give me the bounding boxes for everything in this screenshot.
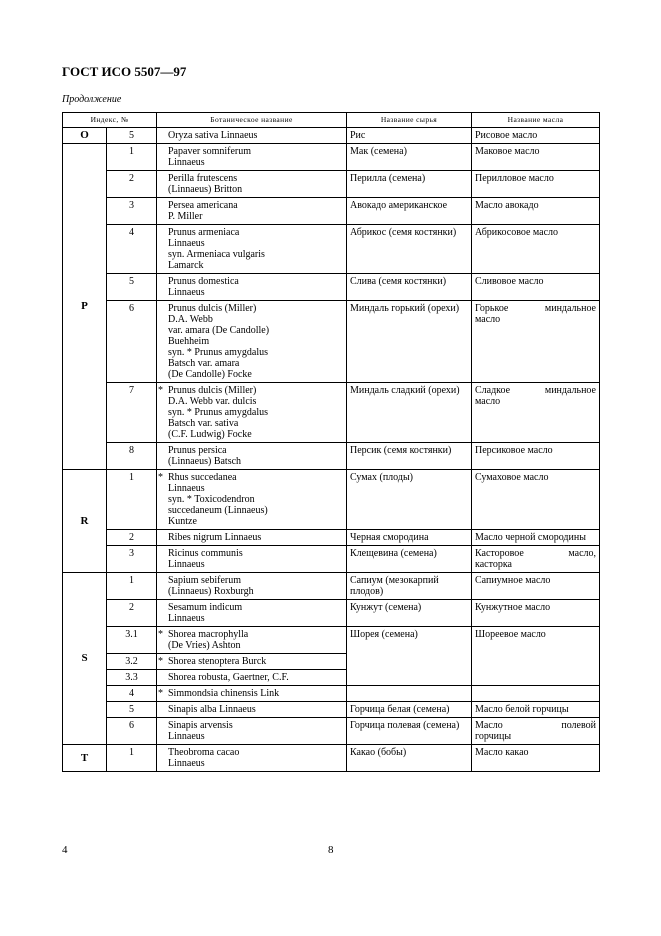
botanical-line: [161, 211, 343, 222]
botanical-line: [161, 336, 343, 347]
oil-line: масло: [475, 314, 501, 325]
botanical-text: Linnaeus: [168, 238, 205, 249]
botanical-text: var. amara (De Candolle): [168, 325, 270, 336]
index-number: 6: [107, 718, 157, 745]
table-row: [63, 443, 600, 470]
footnote-star: *: [158, 385, 163, 396]
botanical-line: [161, 130, 343, 141]
botanical-name: [157, 128, 347, 144]
table-row: [63, 546, 600, 573]
raw-material: [347, 686, 472, 702]
oil-name: Сапиумное масло: [472, 573, 600, 600]
raw-material: Клещевина (семена): [347, 546, 472, 573]
oil-line: горчицы: [475, 731, 512, 742]
table-row: [63, 171, 600, 198]
table-row: [63, 600, 600, 627]
botanical-text: (Linnaeus) Batsch: [168, 456, 242, 467]
raw-material: Горчица полевая (семена): [347, 718, 472, 745]
botanical-line: [161, 358, 343, 369]
botanical-text: Ribes nigrum Linnaeus: [168, 532, 262, 543]
botanical-line: [161, 505, 343, 516]
botanical-text: Shorea stenoptera Burck: [168, 656, 267, 667]
table-row: [63, 573, 600, 600]
index-number: 1: [107, 573, 157, 600]
botanical-text: (C.F. Ludwig) Focke: [168, 429, 252, 440]
raw-material: Черная смородина: [347, 530, 472, 546]
botanical-line: [161, 758, 343, 769]
botanical-line: [161, 249, 343, 260]
botanical-name: [157, 198, 347, 225]
botanical-line: [158, 472, 343, 483]
botanical-line: [161, 494, 343, 505]
botanical-text: Prunus armeniaca: [168, 227, 240, 238]
botanical-text: Persea americana: [168, 200, 238, 211]
table-header-row: [63, 113, 600, 128]
oil-line: Масло полевой: [475, 720, 596, 731]
table-row: [63, 383, 600, 443]
botanical-name: [157, 686, 347, 702]
oil-table: [62, 112, 600, 772]
raw-material: Мак (семена): [347, 144, 472, 171]
header-index: Индекс, №: [63, 113, 157, 128]
botanical-line: [161, 314, 343, 325]
botanical-line: [161, 602, 343, 613]
oil-line: Сладкое миндальное: [475, 385, 596, 396]
botanical-text: Sinapis alba Linnaeus: [168, 704, 256, 715]
botanical-text: Buehheim: [168, 336, 210, 347]
table-row: [63, 718, 600, 745]
footnote-star: *: [158, 629, 163, 640]
table-row: [63, 128, 600, 144]
raw-material: Кунжут (семена): [347, 600, 472, 627]
botanical-name: [157, 530, 347, 546]
botanical-line: [161, 575, 343, 586]
raw-material: Перилла (семена): [347, 171, 472, 198]
oil-line: масло: [475, 396, 501, 407]
table-row: [63, 225, 600, 274]
oil-name: [472, 718, 600, 745]
index-letter: R: [63, 470, 107, 573]
botanical-text: Linnaeus: [168, 559, 205, 570]
botanical-text: Prunus dulcis (Miller): [168, 303, 257, 314]
page-number-center: 8: [328, 844, 334, 856]
botanical-line: [161, 516, 343, 527]
table-row: [63, 144, 600, 171]
table-row: [63, 745, 600, 772]
botanical-text: Linnaeus: [168, 483, 205, 494]
botanical-name: [157, 301, 347, 383]
index-number: 2: [107, 600, 157, 627]
botanical-text: Linnaeus: [168, 157, 205, 168]
botanical-text: (Linnaeus) Britton: [168, 184, 243, 195]
raw-material: Шорея (семена): [347, 627, 472, 686]
botanical-line: [161, 483, 343, 494]
oil-name: Перилловое масло: [472, 171, 600, 198]
botanical-line: [161, 640, 343, 651]
botanical-line: [161, 445, 343, 456]
botanical-line: [161, 532, 343, 543]
botanical-line: [161, 613, 343, 624]
raw-material: Сумах (плоды): [347, 470, 472, 530]
oil-name: Персиковое масло: [472, 443, 600, 470]
continuation-label: Продолжение: [62, 94, 122, 105]
raw-material: Миндаль сладкий (орехи): [347, 383, 472, 443]
index-letter: P: [63, 144, 107, 470]
oil-name: [472, 546, 600, 573]
botanical-name: [157, 546, 347, 573]
botanical-text: Shorea robusta, Gaertner, C.F.: [168, 672, 289, 683]
index-letter: S: [63, 573, 107, 745]
index-number: 3: [107, 198, 157, 225]
botanical-line: [161, 276, 343, 287]
oil-name: Сумаховое масло: [472, 470, 600, 530]
botanical-line: [161, 200, 343, 211]
table-body: [63, 128, 600, 772]
botanical-text: Prunus persica: [168, 445, 227, 456]
botanical-name: [157, 443, 347, 470]
botanical-line: [161, 303, 343, 314]
botanical-name: [157, 600, 347, 627]
index-number: 3.3: [107, 670, 157, 686]
botanical-text: Theobroma cacao: [168, 747, 240, 758]
botanical-text: Sapium sebiferum: [168, 575, 242, 586]
table-row: [63, 301, 600, 383]
botanical-line: [161, 238, 343, 249]
index-number: 1: [107, 470, 157, 530]
botanical-line: [161, 456, 343, 467]
index-number: 5: [107, 128, 157, 144]
raw-material: Горчица белая (семена): [347, 702, 472, 718]
botanical-line: [161, 720, 343, 731]
document-title: ГОСТ ИСО 5507—97: [62, 64, 187, 79]
botanical-text: P. Miller: [168, 211, 203, 222]
table-row: [63, 198, 600, 225]
raw-material: Абрикос (семя костянки): [347, 225, 472, 274]
botanical-text: Papaver somniferum: [168, 146, 252, 157]
botanical-text: Prunus domestica: [168, 276, 239, 287]
index-number: 4: [107, 225, 157, 274]
botanical-line: [161, 548, 343, 559]
index-number: 7: [107, 383, 157, 443]
raw-material: Сапиум (мезокарпий плодов): [347, 573, 472, 600]
botanical-text: Rhus succedanea: [168, 472, 237, 483]
botanical-name: [157, 654, 347, 670]
botanical-text: (De Vries) Ashton: [168, 640, 241, 651]
botanical-text: Ricinus communis: [168, 548, 243, 559]
botanical-text: Prunus dulcis (Miller): [168, 385, 257, 396]
oil-name: [472, 686, 600, 702]
botanical-line: [161, 146, 343, 157]
oil-name: Масло черной смородины: [472, 530, 600, 546]
botanical-line: [161, 731, 343, 742]
botanical-text: syn. * Prunus amygdalus: [168, 347, 268, 358]
botanical-text: Batsch var. sativa: [168, 418, 239, 429]
index-number: 3: [107, 546, 157, 573]
botanical-line: [161, 586, 343, 597]
table-row: [63, 686, 600, 702]
botanical-text: syn. * Toxicodendron: [168, 494, 255, 505]
botanical-name: [157, 627, 347, 654]
botanical-line: [161, 173, 343, 184]
index-letter: T: [63, 745, 107, 772]
botanical-line: [161, 418, 343, 429]
oil-name: Маковое масло: [472, 144, 600, 171]
oil-name: Кунжутное масло: [472, 600, 600, 627]
header-raw: Название сырья: [347, 113, 472, 128]
botanical-line: [161, 347, 343, 358]
table-row: [63, 627, 600, 654]
botanical-name: [157, 670, 347, 686]
botanical-text: Sinapis arvensis: [168, 720, 233, 731]
botanical-line: [161, 704, 343, 715]
raw-material: Персик (семя костянки): [347, 443, 472, 470]
oil-name: Масло авокадо: [472, 198, 600, 225]
botanical-line: [161, 227, 343, 238]
botanical-text: syn. Armeniaca vulgaris: [168, 249, 265, 260]
botanical-name: [157, 171, 347, 198]
botanical-text: Linnaeus: [168, 613, 205, 624]
raw-material: Какао (бобы): [347, 745, 472, 772]
botanical-text: Linnaeus: [168, 758, 205, 769]
raw-material: Слива (семя костянки): [347, 274, 472, 301]
botanical-name: [157, 274, 347, 301]
botanical-line: [161, 287, 343, 298]
botanical-line: [161, 747, 343, 758]
botanical-line: [161, 260, 343, 271]
oil-name: Рисовое масло: [472, 128, 600, 144]
index-number: 5: [107, 274, 157, 301]
botanical-text: (De Candolle) Focke: [168, 369, 252, 380]
oil-line: Горькое миндальное: [475, 303, 596, 314]
index-number: 3.2: [107, 654, 157, 670]
index-number: 8: [107, 443, 157, 470]
botanical-text: Kuntze: [168, 516, 197, 527]
header-oil: Название масла: [472, 113, 600, 128]
index-number: 5: [107, 702, 157, 718]
oil-name: Масло какао: [472, 745, 600, 772]
oil-name: Сливовое масло: [472, 274, 600, 301]
table-row: [63, 702, 600, 718]
botanical-text: (Linnaeus) Roxburgh: [168, 586, 254, 597]
oil-name: Шореевое масло: [472, 627, 600, 686]
header-botanical: Ботаническое название: [157, 113, 347, 128]
botanical-text: Oryza sativa Linnaeus: [168, 130, 258, 141]
botanical-text: succedaneum (Linnaeus): [168, 505, 268, 516]
botanical-line: [161, 325, 343, 336]
oil-line: Касторовое масло,: [475, 548, 596, 559]
index-number: 2: [107, 171, 157, 198]
botanical-name: [157, 702, 347, 718]
botanical-text: syn. * Prunus amygdalus: [168, 407, 268, 418]
botanical-line: [161, 396, 343, 407]
botanical-name: [157, 745, 347, 772]
botanical-line: [158, 688, 343, 699]
botanical-name: [157, 383, 347, 443]
botanical-text: Simmondsia chinensis Link: [168, 688, 280, 699]
page-number-left: 4: [62, 844, 68, 856]
botanical-name: [157, 470, 347, 530]
index-number: 1: [107, 745, 157, 772]
botanical-text: Perilla frutescens: [168, 173, 238, 184]
index-number: 3.1: [107, 627, 157, 654]
index-number: 4: [107, 686, 157, 702]
botanical-text: D.A. Webb var. dulcis: [168, 396, 257, 407]
index-number: 2: [107, 530, 157, 546]
botanical-text: D.A. Webb: [168, 314, 213, 325]
oil-name: [472, 383, 600, 443]
footnote-star: *: [158, 472, 163, 483]
oil-line: касторка: [475, 559, 512, 570]
footnote-star: *: [158, 688, 163, 699]
oil-name: Абрикосовое масло: [472, 225, 600, 274]
table-row: [63, 530, 600, 546]
oil-name: [472, 301, 600, 383]
table-row: [63, 274, 600, 301]
botanical-line: [158, 629, 343, 640]
botanical-line: [161, 184, 343, 195]
oil-name: Масло белой горчицы: [472, 702, 600, 718]
botanical-line: [161, 672, 343, 683]
botanical-name: [157, 144, 347, 171]
index-number: 1: [107, 144, 157, 171]
botanical-text: Sesamum indicum: [168, 602, 243, 613]
botanical-line: [158, 656, 343, 667]
table-row: [63, 470, 600, 530]
raw-material: Рис: [347, 128, 472, 144]
botanical-text: Batsch var. amara: [168, 358, 240, 369]
botanical-text: Linnaeus: [168, 731, 205, 742]
botanical-name: [157, 573, 347, 600]
botanical-name: [157, 225, 347, 274]
botanical-line: [161, 407, 343, 418]
botanical-text: Linnaeus: [168, 287, 205, 298]
raw-material: Авокадо американское: [347, 198, 472, 225]
botanical-line: [161, 559, 343, 570]
index-letter: O: [63, 128, 107, 144]
botanical-line: [161, 369, 343, 380]
botanical-line: [158, 385, 343, 396]
footnote-star: *: [158, 656, 163, 667]
botanical-name: [157, 718, 347, 745]
raw-material: Миндаль горький (орехи): [347, 301, 472, 383]
botanical-line: [161, 157, 343, 168]
botanical-line: [161, 429, 343, 440]
index-number: 6: [107, 301, 157, 383]
botanical-text: Shorea macrophylla: [168, 629, 249, 640]
botanical-text: Lamarck: [168, 260, 204, 271]
